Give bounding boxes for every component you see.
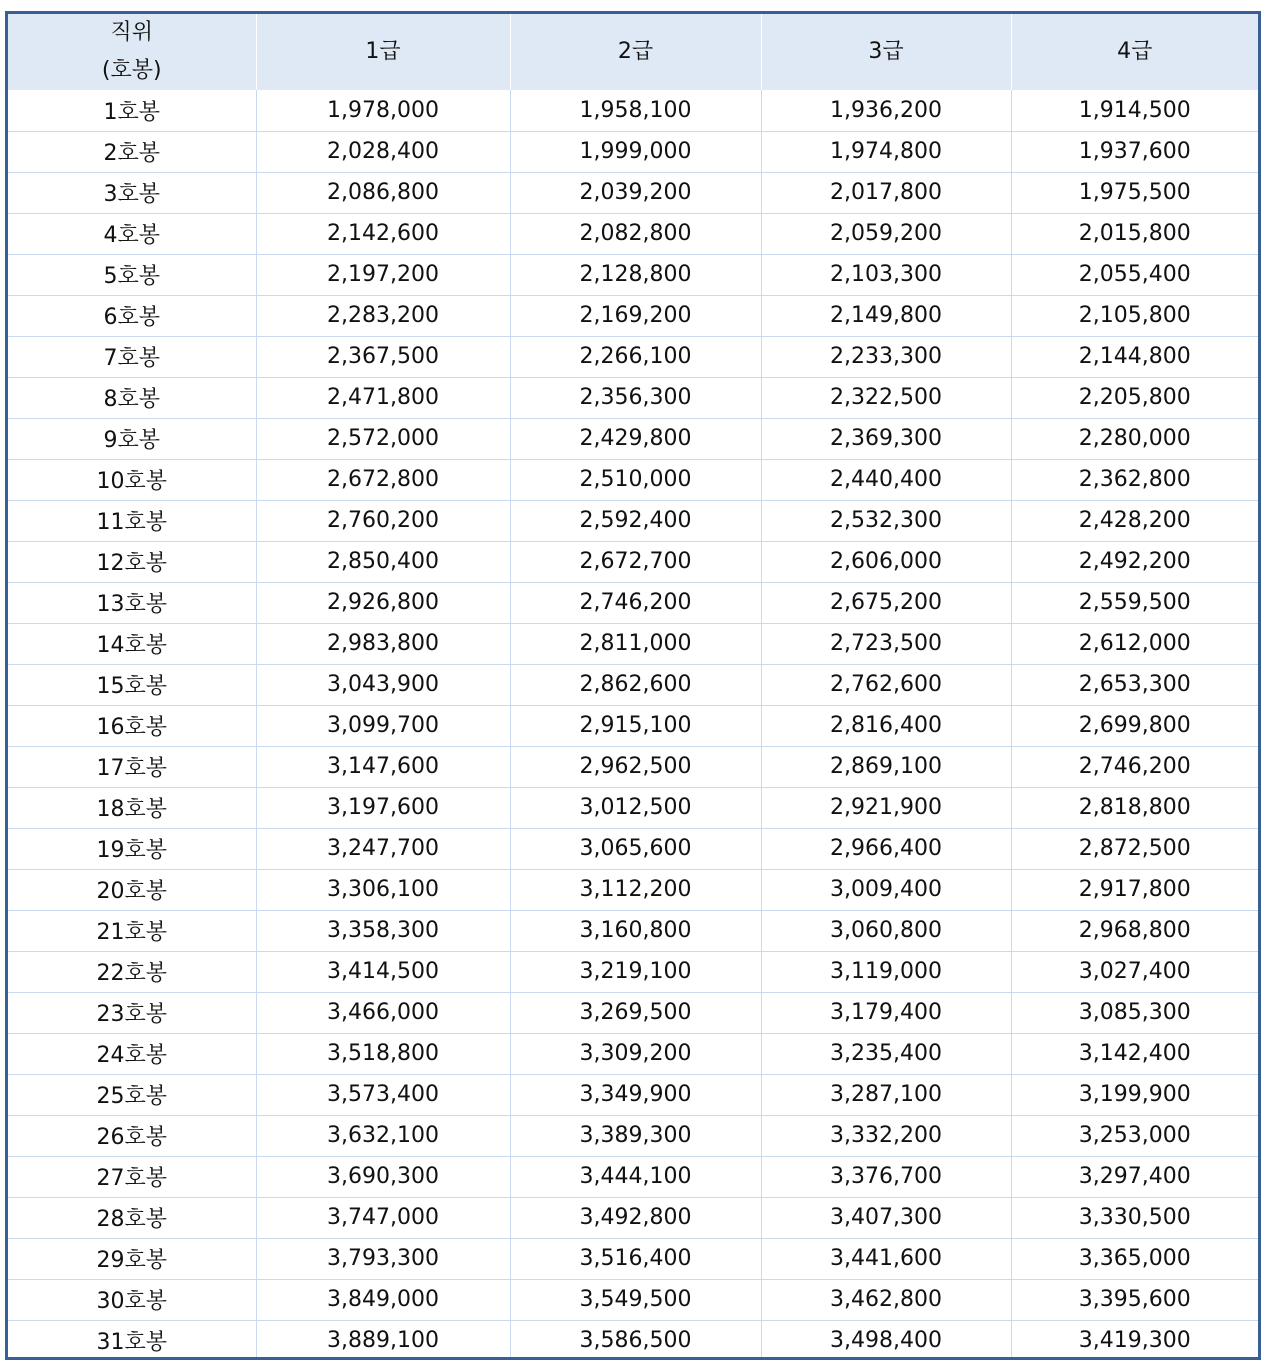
salary-cell-grade-3: 2,059,200 bbox=[761, 213, 1011, 254]
salary-cell-grade-3: 3,235,400 bbox=[761, 1033, 1011, 1074]
salary-cell-grade-1: 3,414,500 bbox=[256, 951, 510, 992]
salary-cell-grade-4: 3,253,000 bbox=[1011, 1115, 1258, 1156]
table-row bbox=[8, 623, 1258, 664]
salary-cell-grade-2: 3,012,500 bbox=[510, 787, 761, 828]
salary-cell-grade-4: 3,027,400 bbox=[1011, 951, 1258, 992]
position-step-header bbox=[8, 14, 256, 90]
salary-cell-grade-1: 3,099,700 bbox=[256, 705, 510, 746]
salary-cell-grade-2: 2,429,800 bbox=[510, 418, 761, 459]
salary-cell-grade-2: 2,356,300 bbox=[510, 377, 761, 418]
salary-cell-grade-2: 2,510,000 bbox=[510, 459, 761, 500]
salary-cell-grade-1: 3,573,400 bbox=[256, 1074, 510, 1115]
table-row bbox=[8, 1033, 1258, 1074]
table-row bbox=[8, 1279, 1258, 1320]
salary-cell-grade-1: 3,889,100 bbox=[256, 1320, 510, 1360]
salary-cell-grade-3: 3,441,600 bbox=[761, 1238, 1011, 1279]
salary-cell-grade-4: 2,362,800 bbox=[1011, 459, 1258, 500]
salary-cell-grade-2: 2,811,000 bbox=[510, 623, 761, 664]
salary-cell-grade-3: 2,816,400 bbox=[761, 705, 1011, 746]
salary-cell-grade-3: 3,376,700 bbox=[761, 1156, 1011, 1197]
step-cell: 5호봉 bbox=[8, 254, 256, 295]
salary-cell-grade-4: 3,297,400 bbox=[1011, 1156, 1258, 1197]
salary-cell-grade-2: 3,549,500 bbox=[510, 1279, 761, 1320]
table-row bbox=[8, 377, 1258, 418]
salary-cell-grade-2: 2,128,800 bbox=[510, 254, 761, 295]
table-row bbox=[8, 172, 1258, 213]
step-cell: 10호봉 bbox=[8, 459, 256, 500]
salary-cell-grade-2: 3,492,800 bbox=[510, 1197, 761, 1238]
salary-cell-grade-3: 3,009,400 bbox=[761, 869, 1011, 910]
salary-cell-grade-2: 2,266,100 bbox=[510, 336, 761, 377]
salary-cell-grade-1: 2,471,800 bbox=[256, 377, 510, 418]
salary-cell-grade-3: 2,440,400 bbox=[761, 459, 1011, 500]
step-cell: 6호봉 bbox=[8, 295, 256, 336]
table-row bbox=[8, 254, 1258, 295]
table-body bbox=[8, 90, 1258, 1360]
salary-cell-grade-1: 3,197,600 bbox=[256, 787, 510, 828]
grade-1-header: 1급 bbox=[256, 14, 510, 90]
step-cell: 9호봉 bbox=[8, 418, 256, 459]
salary-cell-grade-2: 3,349,900 bbox=[510, 1074, 761, 1115]
step-cell: 31호봉 bbox=[8, 1320, 256, 1360]
salary-cell-grade-1: 1,978,000 bbox=[256, 90, 510, 131]
salary-cell-grade-4: 2,917,800 bbox=[1011, 869, 1258, 910]
salary-cell-grade-2: 3,219,100 bbox=[510, 951, 761, 992]
salary-cell-grade-4: 1,975,500 bbox=[1011, 172, 1258, 213]
salary-cell-grade-2: 2,746,200 bbox=[510, 582, 761, 623]
salary-cell-grade-3: 2,103,300 bbox=[761, 254, 1011, 295]
table-row bbox=[8, 131, 1258, 172]
table-row bbox=[8, 541, 1258, 582]
salary-cell-grade-4: 2,818,800 bbox=[1011, 787, 1258, 828]
table-row bbox=[8, 1156, 1258, 1197]
step-cell: 25호봉 bbox=[8, 1074, 256, 1115]
salary-cell-grade-1: 2,367,500 bbox=[256, 336, 510, 377]
table-row bbox=[8, 1115, 1258, 1156]
salary-cell-grade-2: 2,672,700 bbox=[510, 541, 761, 582]
salary-cell-grade-3: 1,974,800 bbox=[761, 131, 1011, 172]
table-row bbox=[8, 1074, 1258, 1115]
salary-cell-grade-4: 2,205,800 bbox=[1011, 377, 1258, 418]
salary-cell-grade-3: 3,060,800 bbox=[761, 910, 1011, 951]
step-cell: 15호봉 bbox=[8, 664, 256, 705]
salary-cell-grade-2: 3,516,400 bbox=[510, 1238, 761, 1279]
step-cell: 22호봉 bbox=[8, 951, 256, 992]
table-row bbox=[8, 90, 1258, 131]
salary-cell-grade-2: 3,065,600 bbox=[510, 828, 761, 869]
salary-cell-grade-3: 2,966,400 bbox=[761, 828, 1011, 869]
salary-cell-grade-2: 3,112,200 bbox=[510, 869, 761, 910]
salary-cell-grade-3: 2,149,800 bbox=[761, 295, 1011, 336]
table-row bbox=[8, 213, 1258, 254]
salary-cell-grade-4: 2,968,800 bbox=[1011, 910, 1258, 951]
salary-cell-grade-3: 3,407,300 bbox=[761, 1197, 1011, 1238]
salary-cell-grade-4: 2,280,000 bbox=[1011, 418, 1258, 459]
salary-cell-grade-4: 3,419,300 bbox=[1078, 1328, 1191, 1354]
step-cell: 16호봉 bbox=[8, 705, 256, 746]
salary-cell-grade-2: 3,586,500 bbox=[510, 1320, 761, 1360]
salary-cell-grade-3: 2,921,900 bbox=[761, 787, 1011, 828]
salary-cell-grade-4: 2,492,200 bbox=[1011, 541, 1258, 582]
salary-cell-grade-1: 3,358,300 bbox=[256, 910, 510, 951]
step-cell: 20호봉 bbox=[8, 869, 256, 910]
salary-cell-grade-2: 2,169,200 bbox=[510, 295, 761, 336]
step-label: (호봉) bbox=[101, 58, 162, 83]
salary-cell-grade-3: 2,723,500 bbox=[761, 623, 1011, 664]
table-row bbox=[8, 1197, 1258, 1238]
salary-cell-grade-2: 3,269,500 bbox=[510, 992, 761, 1033]
table-row bbox=[8, 787, 1258, 828]
salary-cell-grade-3: 2,869,100 bbox=[761, 746, 1011, 787]
step-cell: 28호봉 bbox=[8, 1197, 256, 1238]
salary-cell-grade-3: 2,606,000 bbox=[761, 541, 1011, 582]
salary-cell-grade-3: 3,119,000 bbox=[761, 951, 1011, 992]
step-cell: 29호봉 bbox=[8, 1238, 256, 1279]
salary-cell-grade-2: 3,309,200 bbox=[510, 1033, 761, 1074]
salary-cell-grade-4: 2,015,800 bbox=[1011, 213, 1258, 254]
salary-cell-grade-2: 2,592,400 bbox=[510, 500, 761, 541]
step-cell: 3호봉 bbox=[8, 172, 256, 213]
salary-cell-grade-1: 2,283,200 bbox=[256, 295, 510, 336]
salary-cell-grade-2: 2,962,500 bbox=[510, 746, 761, 787]
salary-cell-grade-1: 3,247,700 bbox=[256, 828, 510, 869]
salary-cell-grade-4: 3,395,600 bbox=[1011, 1279, 1258, 1320]
salary-cell-grade-3: 2,762,600 bbox=[761, 664, 1011, 705]
salary-cell-grade-2: 2,862,600 bbox=[510, 664, 761, 705]
table-row bbox=[8, 992, 1258, 1033]
table-row bbox=[8, 500, 1258, 541]
salary-cell-grade-1: 2,850,400 bbox=[256, 541, 510, 582]
salary-cell-grade-4: 1,914,500 bbox=[1011, 90, 1258, 131]
salary-cell-grade-3: 3,179,400 bbox=[761, 992, 1011, 1033]
salary-cell-grade-2: 2,082,800 bbox=[510, 213, 761, 254]
step-cell: 26호봉 bbox=[8, 1115, 256, 1156]
salary-cell-grade-2: 3,444,100 bbox=[510, 1156, 761, 1197]
salary-cell-grade-3: 2,322,500 bbox=[761, 377, 1011, 418]
salary-grid bbox=[8, 14, 1258, 1360]
salary-cell-grade-1: 2,672,800 bbox=[256, 459, 510, 500]
salary-cell-grade-1: 3,632,100 bbox=[256, 1115, 510, 1156]
salary-table bbox=[5, 11, 1261, 1360]
step-cell: 24호봉 bbox=[8, 1033, 256, 1074]
salary-cell-grade-4: 2,055,400 bbox=[1011, 254, 1258, 295]
salary-cell-grade-3: 3,287,100 bbox=[761, 1074, 1011, 1115]
salary-cell-grade-1: 2,926,800 bbox=[256, 582, 510, 623]
salary-cell-grade-4: 3,330,500 bbox=[1011, 1197, 1258, 1238]
salary-cell-grade-2: 1,999,000 bbox=[510, 131, 761, 172]
salary-cell-grade-1: 3,747,000 bbox=[256, 1197, 510, 1238]
step-cell: 27호봉 bbox=[8, 1156, 256, 1197]
step-cell: 2호봉 bbox=[8, 131, 256, 172]
salary-cell-grade-3: 2,369,300 bbox=[761, 418, 1011, 459]
salary-cell-grade-1: 3,690,300 bbox=[256, 1156, 510, 1197]
salary-cell-grade-4: 1,937,600 bbox=[1011, 131, 1258, 172]
salary-cell-grade-4: 3,085,300 bbox=[1011, 992, 1258, 1033]
salary-cell-grade-4: 2,746,200 bbox=[1011, 746, 1258, 787]
table-row bbox=[8, 1238, 1258, 1279]
table-row bbox=[8, 869, 1258, 910]
table-row bbox=[8, 1320, 1258, 1360]
salary-cell-grade-4: 2,105,800 bbox=[1011, 295, 1258, 336]
step-cell: 30호봉 bbox=[8, 1279, 256, 1320]
salary-cell-grade-1: 3,849,000 bbox=[256, 1279, 510, 1320]
salary-cell-grade-3: 3,498,400 bbox=[761, 1320, 1011, 1360]
step-cell: 7호봉 bbox=[8, 336, 256, 377]
salary-cell-grade-4: 2,872,500 bbox=[1011, 828, 1258, 869]
salary-cell-grade-3: 2,017,800 bbox=[761, 172, 1011, 213]
salary-cell-grade-4: 3,199,900 bbox=[1011, 1074, 1258, 1115]
salary-cell-grade-2: 3,160,800 bbox=[510, 910, 761, 951]
table-row bbox=[8, 295, 1258, 336]
step-cell: 14호봉 bbox=[8, 623, 256, 664]
salary-cell-grade-2: 1,958,100 bbox=[510, 90, 761, 131]
salary-cell-grade-1: 2,983,800 bbox=[256, 623, 510, 664]
step-cell: 23호봉 bbox=[8, 992, 256, 1033]
grade-4-header: 4급 bbox=[1011, 14, 1258, 90]
salary-cell-grade-4: 2,653,300 bbox=[1011, 664, 1258, 705]
table-row bbox=[8, 336, 1258, 377]
step-cell: 11호봉 bbox=[8, 500, 256, 541]
table-row bbox=[8, 459, 1258, 500]
table-row bbox=[8, 664, 1258, 705]
salary-cell-grade-1: 2,086,800 bbox=[256, 172, 510, 213]
salary-cell-grade-4: 3,365,000 bbox=[1011, 1238, 1258, 1279]
grade-3-header: 3급 bbox=[761, 14, 1011, 90]
step-cell: 12호봉 bbox=[8, 541, 256, 582]
salary-cell-grade-1: 2,760,200 bbox=[256, 500, 510, 541]
salary-cell-grade-3: 1,936,200 bbox=[761, 90, 1011, 131]
salary-cell-grade-1: 2,572,000 bbox=[256, 418, 510, 459]
salary-cell-grade-2: 2,039,200 bbox=[510, 172, 761, 213]
salary-cell-grade-3: 2,675,200 bbox=[761, 582, 1011, 623]
salary-cell-grade-4: 3,142,400 bbox=[1011, 1033, 1258, 1074]
salary-cell-grade-1: 2,142,600 bbox=[256, 213, 510, 254]
salary-cell-grade-4: 2,144,800 bbox=[1011, 336, 1258, 377]
salary-cell-grade-1: 3,147,600 bbox=[256, 746, 510, 787]
step-cell: 13호봉 bbox=[8, 582, 256, 623]
table-row bbox=[8, 705, 1258, 746]
table-row bbox=[8, 418, 1258, 459]
salary-cell-grade-4: 2,699,800 bbox=[1011, 705, 1258, 746]
salary-cell-grade-3: 2,532,300 bbox=[761, 500, 1011, 541]
salary-cell-grade-4: 2,559,500 bbox=[1011, 582, 1258, 623]
salary-cell-grade-2: 3,389,300 bbox=[510, 1115, 761, 1156]
step-cell: 1호봉 bbox=[8, 90, 256, 131]
step-cell: 4호봉 bbox=[8, 213, 256, 254]
salary-cell-grade-1: 3,043,900 bbox=[256, 664, 510, 705]
step-cell: 18호봉 bbox=[8, 787, 256, 828]
salary-cell-grade-3: 2,233,300 bbox=[761, 336, 1011, 377]
salary-cell-grade-1: 2,028,400 bbox=[256, 131, 510, 172]
table-row bbox=[8, 582, 1258, 623]
step-cell: 19호봉 bbox=[8, 828, 256, 869]
table-row bbox=[8, 828, 1258, 869]
salary-cell-grade-1: 3,793,300 bbox=[256, 1238, 510, 1279]
salary-cell-grade-4: 2,612,000 bbox=[1011, 623, 1258, 664]
salary-cell-grade-2: 2,915,100 bbox=[510, 705, 761, 746]
table-row bbox=[8, 746, 1258, 787]
salary-cell-grade-1: 3,306,100 bbox=[256, 869, 510, 910]
salary-cell-grade-4: 2,428,200 bbox=[1011, 500, 1258, 541]
table-row bbox=[8, 910, 1258, 951]
salary-cell-grade-1: 3,518,800 bbox=[256, 1033, 510, 1074]
salary-cell-grade-3: 3,462,800 bbox=[761, 1279, 1011, 1320]
grade-2-header: 2급 bbox=[510, 14, 761, 90]
position-label: 직위 bbox=[110, 20, 153, 45]
salary-cell-grade-1: 2,197,200 bbox=[256, 254, 510, 295]
step-cell: 21호봉 bbox=[8, 910, 256, 951]
step-cell: 8호봉 bbox=[8, 377, 256, 418]
table-row bbox=[8, 951, 1258, 992]
salary-cell-grade-3: 3,332,200 bbox=[761, 1115, 1011, 1156]
header-row bbox=[8, 14, 1258, 90]
step-cell: 17호봉 bbox=[8, 746, 256, 787]
salary-cell-grade-1: 3,466,000 bbox=[256, 992, 510, 1033]
